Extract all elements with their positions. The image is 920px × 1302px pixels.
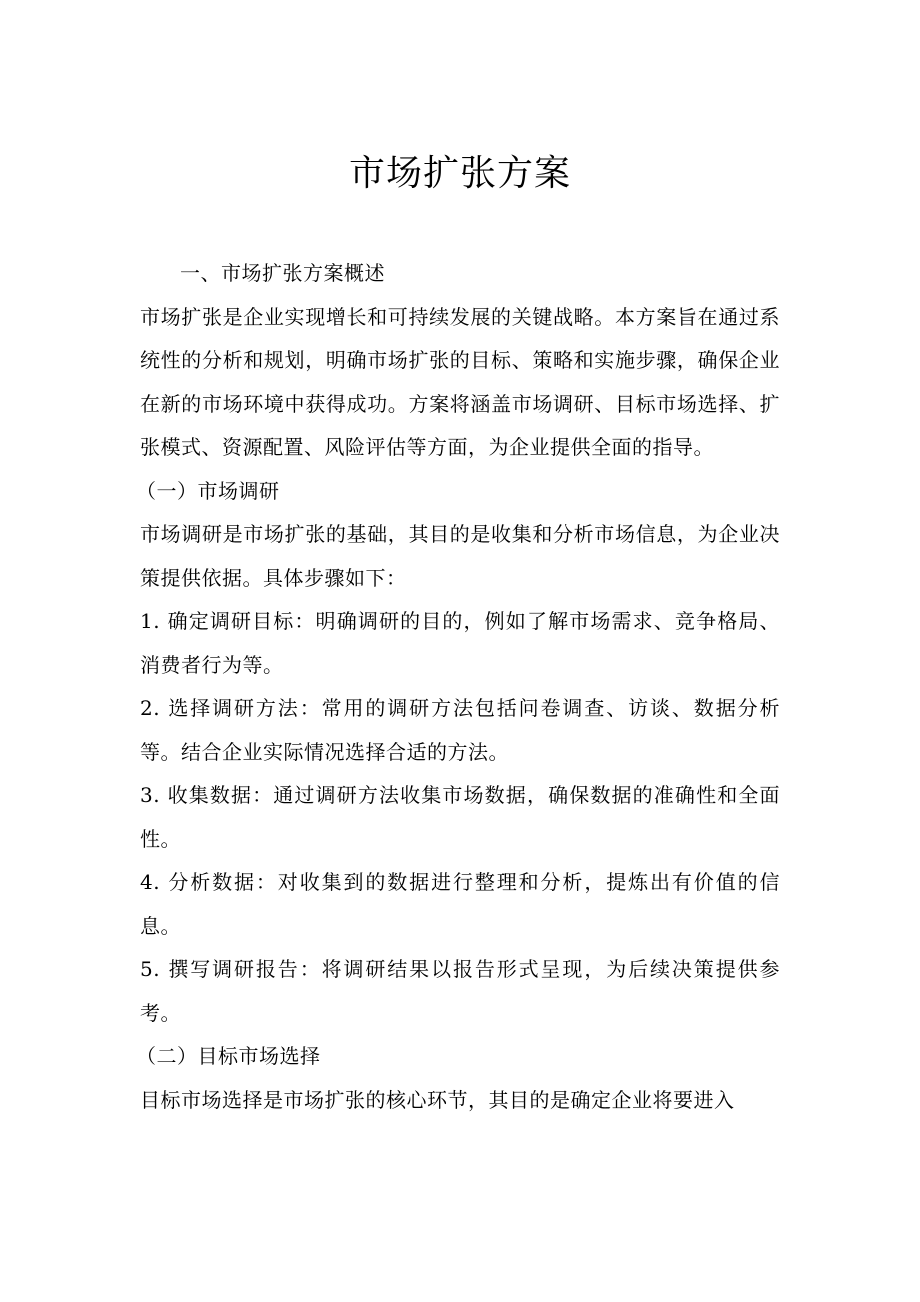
subsection-heading: （一）市场调研 [136, 478, 280, 503]
list-item: 4. 分析数据：对收集到的数据进行整理和分析，提炼出有价值的信息。 [140, 870, 780, 938]
subsection-paragraph: 市场调研是市场扩张的基础，其目的是收集和分析市场信息，为企业决策提供依据。具体步骤如下： [140, 522, 780, 590]
section-paragraph: 市场扩张是企业实现增长和可持续发展的关键战略。本方案旨在通过系统性的分析和规划，明确市场扩张的目标、策略和实施步骤，确保企业在新的市场环境中获得成功。方案将涵盖市场调研、目标市场选择、扩张模式、资源配置、风险评估等方面，为企业提供全面的指导。 [140, 304, 780, 459]
section-heading: 一、市场扩张方案概述 [180, 261, 385, 285]
subsection-heading: （二）目标市场选择 [136, 1044, 321, 1068]
list-item: 3. 收集数据：通过调研方法收集市场数据，确保数据的准确性和全面性。 [140, 783, 780, 851]
list-item: 1. 确定调研目标：明确调研的目的，例如了解市场需求、竞争格局、消费者行为等。 [140, 609, 780, 677]
list-item: 2. 选择调研方法：常用的调研方法包括问卷调查、访谈、数据分析等。结合企业实际情况选择合适的方法。 [140, 696, 780, 764]
document-body [136, 252, 780, 1122]
document-title: 市场扩张方案 [348, 153, 571, 194]
subsection-paragraph: 目标市场选择是市场扩张的核心环节，其目的是确定企业将要进入 [140, 1087, 735, 1112]
list-item: 5. 撰写调研报告：将调研结果以报告形式呈现，为后续决策提供参考。 [140, 957, 780, 1025]
